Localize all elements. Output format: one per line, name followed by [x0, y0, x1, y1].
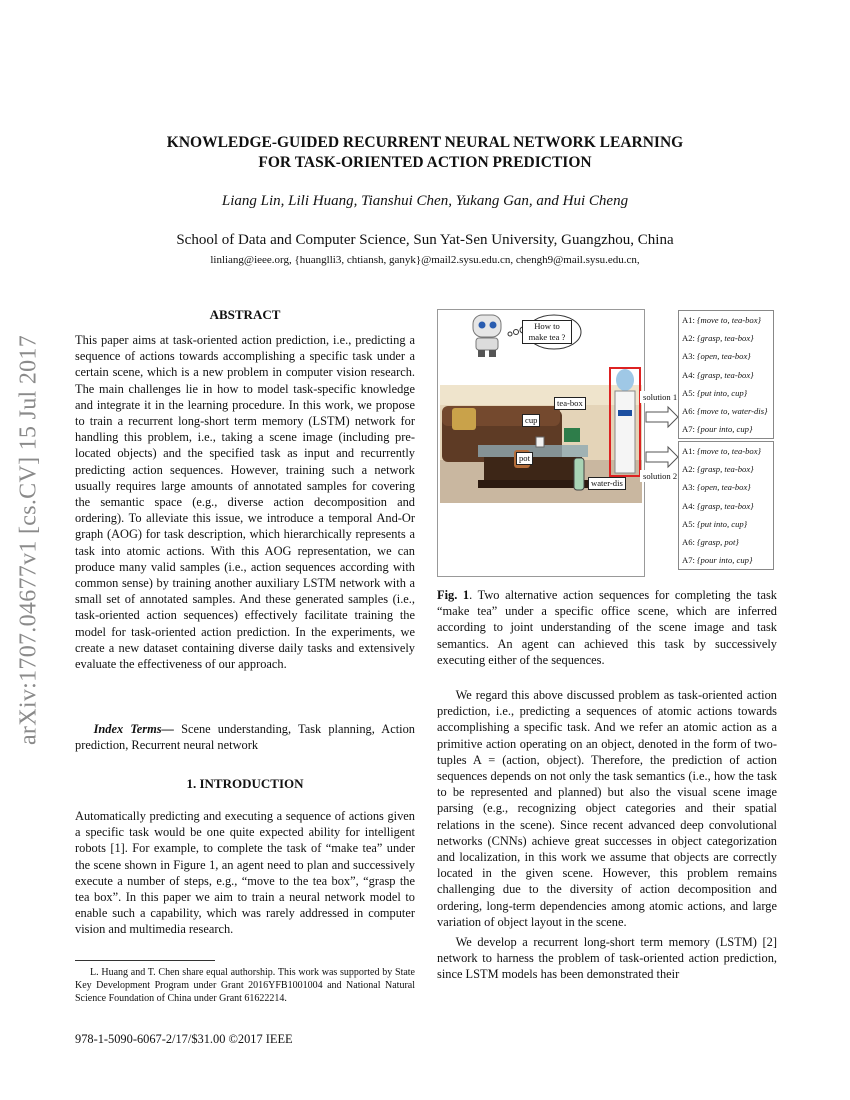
pot-label: pot: [516, 452, 533, 465]
figure-caption-text: . Two alternative action sequences for completing the task “make tea” under a specific office scene, which are inferred according to joint understanding of the scene image and task semantics. An agent can achieved this task by successively executing either of the sequences.: [437, 588, 777, 667]
author-list: Liang Lin, Lili Huang, Tianshui Chen, Yukang Gan, and Hui Cheng: [221, 193, 629, 209]
footnote-rule: [75, 960, 215, 961]
email-list: linliang@ieee.org, {huanglli3, chtiansh, ganyk}@mail2.sysu.edu.cn, chengh9@mail.sysu.edu.cn,: [210, 254, 640, 266]
paragraph: We develop a recurrent long-short term memory (LSTM) [2] network to harness the problem of task-oriented action prediction, since LSTM models has been demonstrated their: [437, 935, 777, 982]
isbn-line: 978-1-5090-6067-2/17/$31.00 ©2017 IEEE: [75, 1032, 293, 1046]
affiliation: School of Data and Computer Science, Sun Yat-Sen University, Guangzhou, China: [176, 232, 674, 248]
action-row: A6: {grasp, pot}: [682, 536, 739, 547]
title-line-1: KNOWLEDGE-GUIDED RECURRENT NEURAL NETWORK LEARNING: [166, 134, 684, 151]
paragraph: We regard this above discussed problem as task-oriented action prediction, i.e., predicting a sequences of atomic actions towards accomplishing a specific task. And we refer an atomic action as a primitive action operating on an object, denoted in the form of two-tuples A = (action, object). Therefore, the prediction of action sequences depends on not only the task semantics (i.e., how the task to be represented and planned) but also the visual scene image parsing (e.g., recognizing object categories and their spatial relations in the scene). Since recent advanced deep convolutional networks (CNNs) achieve great successes in object categorization and localization, in this work we assume that objects are correctly located in the given scene. However, this problem remains challenging due to the diversity of action decomposition and ordering, long-term dependencies among atomic actions, and large variation of object layout in the scene.: [437, 688, 777, 929]
action-row: A6: {move to, water-dis}: [682, 405, 768, 416]
index-terms-text: Scene understanding, Task planning, Action prediction, Recurrent neural network: [75, 722, 415, 753]
action-sequence-2: [678, 441, 774, 570]
action-row: A2: {grasp, tea-box}: [682, 333, 754, 344]
arrow-right-icon: [646, 447, 678, 467]
action-row: A2: {grasp, tea-box}: [682, 464, 754, 475]
footnote: [75, 966, 415, 1005]
action-row: A5: {put into, cup}: [682, 518, 748, 529]
arxiv-sidebar: [14, 300, 44, 780]
tea-box-label: tea-box: [554, 397, 586, 410]
title-line-2: FOR TASK-ORIENTED ACTION PREDICTION: [258, 154, 592, 171]
action-row: A1: {move to, tea-box}: [682, 446, 761, 456]
index-terms: [75, 721, 415, 753]
introduction-heading: 1. INTRODUCTION: [186, 776, 304, 791]
abstract-body: This paper aims at task-oriented action prediction, i.e., predicting a sequence of actions towards accomplishing a specific task under a certain scene, which is a new problem in computer vision research. The main challenges lie in how to model task-specific knowledge and integrate it in the learning procedure. In this work, we propose to train a recurrent long-short term memory (LSTM) network for handling this problem, i.e., taking a scene image (including pre-located objects) and the specified task as input and recurrently predicting action sequences. However, training such a network usually requires large amounts of annotated samples for covering the semantic space (e.g., diverse action decomposition and ordering). To alleviate this issue, we introduce a temporal And-Or graph (AOG) for task description, which hierarchically represents a task into atomic actions. With this AOG representation, we can produce many valid samples (i.e., action sequences according with common sense) by training another auxiliary LSTM network with a small set of annotated samples. And these generated samples (i.e., task-oriented action sequences) effectively facilitate training the model for task-oriented action prediction. In the experiments, we create a new dataset containing diverse daily tasks and extensively evaluate the effectiveness of our approach.: [75, 333, 415, 672]
action-row: A3: {open, tea-box}: [682, 351, 751, 362]
figure-caption-label: Fig. 1: [437, 588, 470, 602]
paper-title: [100, 133, 750, 173]
figure-scene-image: [437, 309, 645, 577]
solution-1-label: solution 1: [640, 391, 680, 403]
index-terms-label: Index Terms—: [93, 722, 174, 736]
action-row: A3: {open, tea-box}: [682, 482, 751, 493]
water-dis-label: water-dis: [588, 477, 626, 490]
introduction-body: Automatically predicting and executing a sequence of actions given a specific task would be one quite expected ability for intelligent robots [1]. For example, to complete the task of “make tea” under the scene shown in Figure 1, an agent need to plan and successively execute a number of steps, e.g., “move to the tea box”, “grasp the tea box”. In this paper we aim to train a neural network model to enable such a capability, which was rarely addressed in computer vision and multimedia research.: [75, 809, 415, 937]
abstract-heading: ABSTRACT: [209, 307, 281, 322]
arrow-right-icon: [646, 407, 678, 427]
action-row: A1: {move to, tea-box}: [682, 315, 761, 325]
action-sequence-1: [678, 310, 774, 439]
scene-illustration: [438, 310, 644, 576]
action-row: A4: {grasp, tea-box}: [682, 369, 754, 380]
cup-label: cup: [522, 414, 540, 427]
glass-table: [478, 445, 588, 457]
right-column-body: [437, 687, 777, 983]
footnote-text: L. Huang and T. Chen share equal authorship. This work was supported by State Key Development Program under Grant 2016YFB1001004 and National Natural Science Foundation of China under Grant 61622214.: [75, 967, 415, 1004]
arxiv-identifier: arXiv:1707.04677v1 [cs.CV] 15 Jul 2017: [15, 334, 42, 746]
action-row: A7: {pour into, cup}: [682, 424, 753, 435]
action-row: A7: {pour into, cup}: [682, 555, 753, 566]
figure-caption: [437, 587, 777, 668]
action-row: A5: {put into, cup}: [682, 387, 748, 398]
action-row: A4: {grasp, tea-box}: [682, 500, 754, 511]
thought-bubble-text: How to make tea ?: [522, 320, 572, 344]
robot-icon: [473, 315, 501, 357]
solution-2-label: solution 2: [640, 470, 680, 482]
